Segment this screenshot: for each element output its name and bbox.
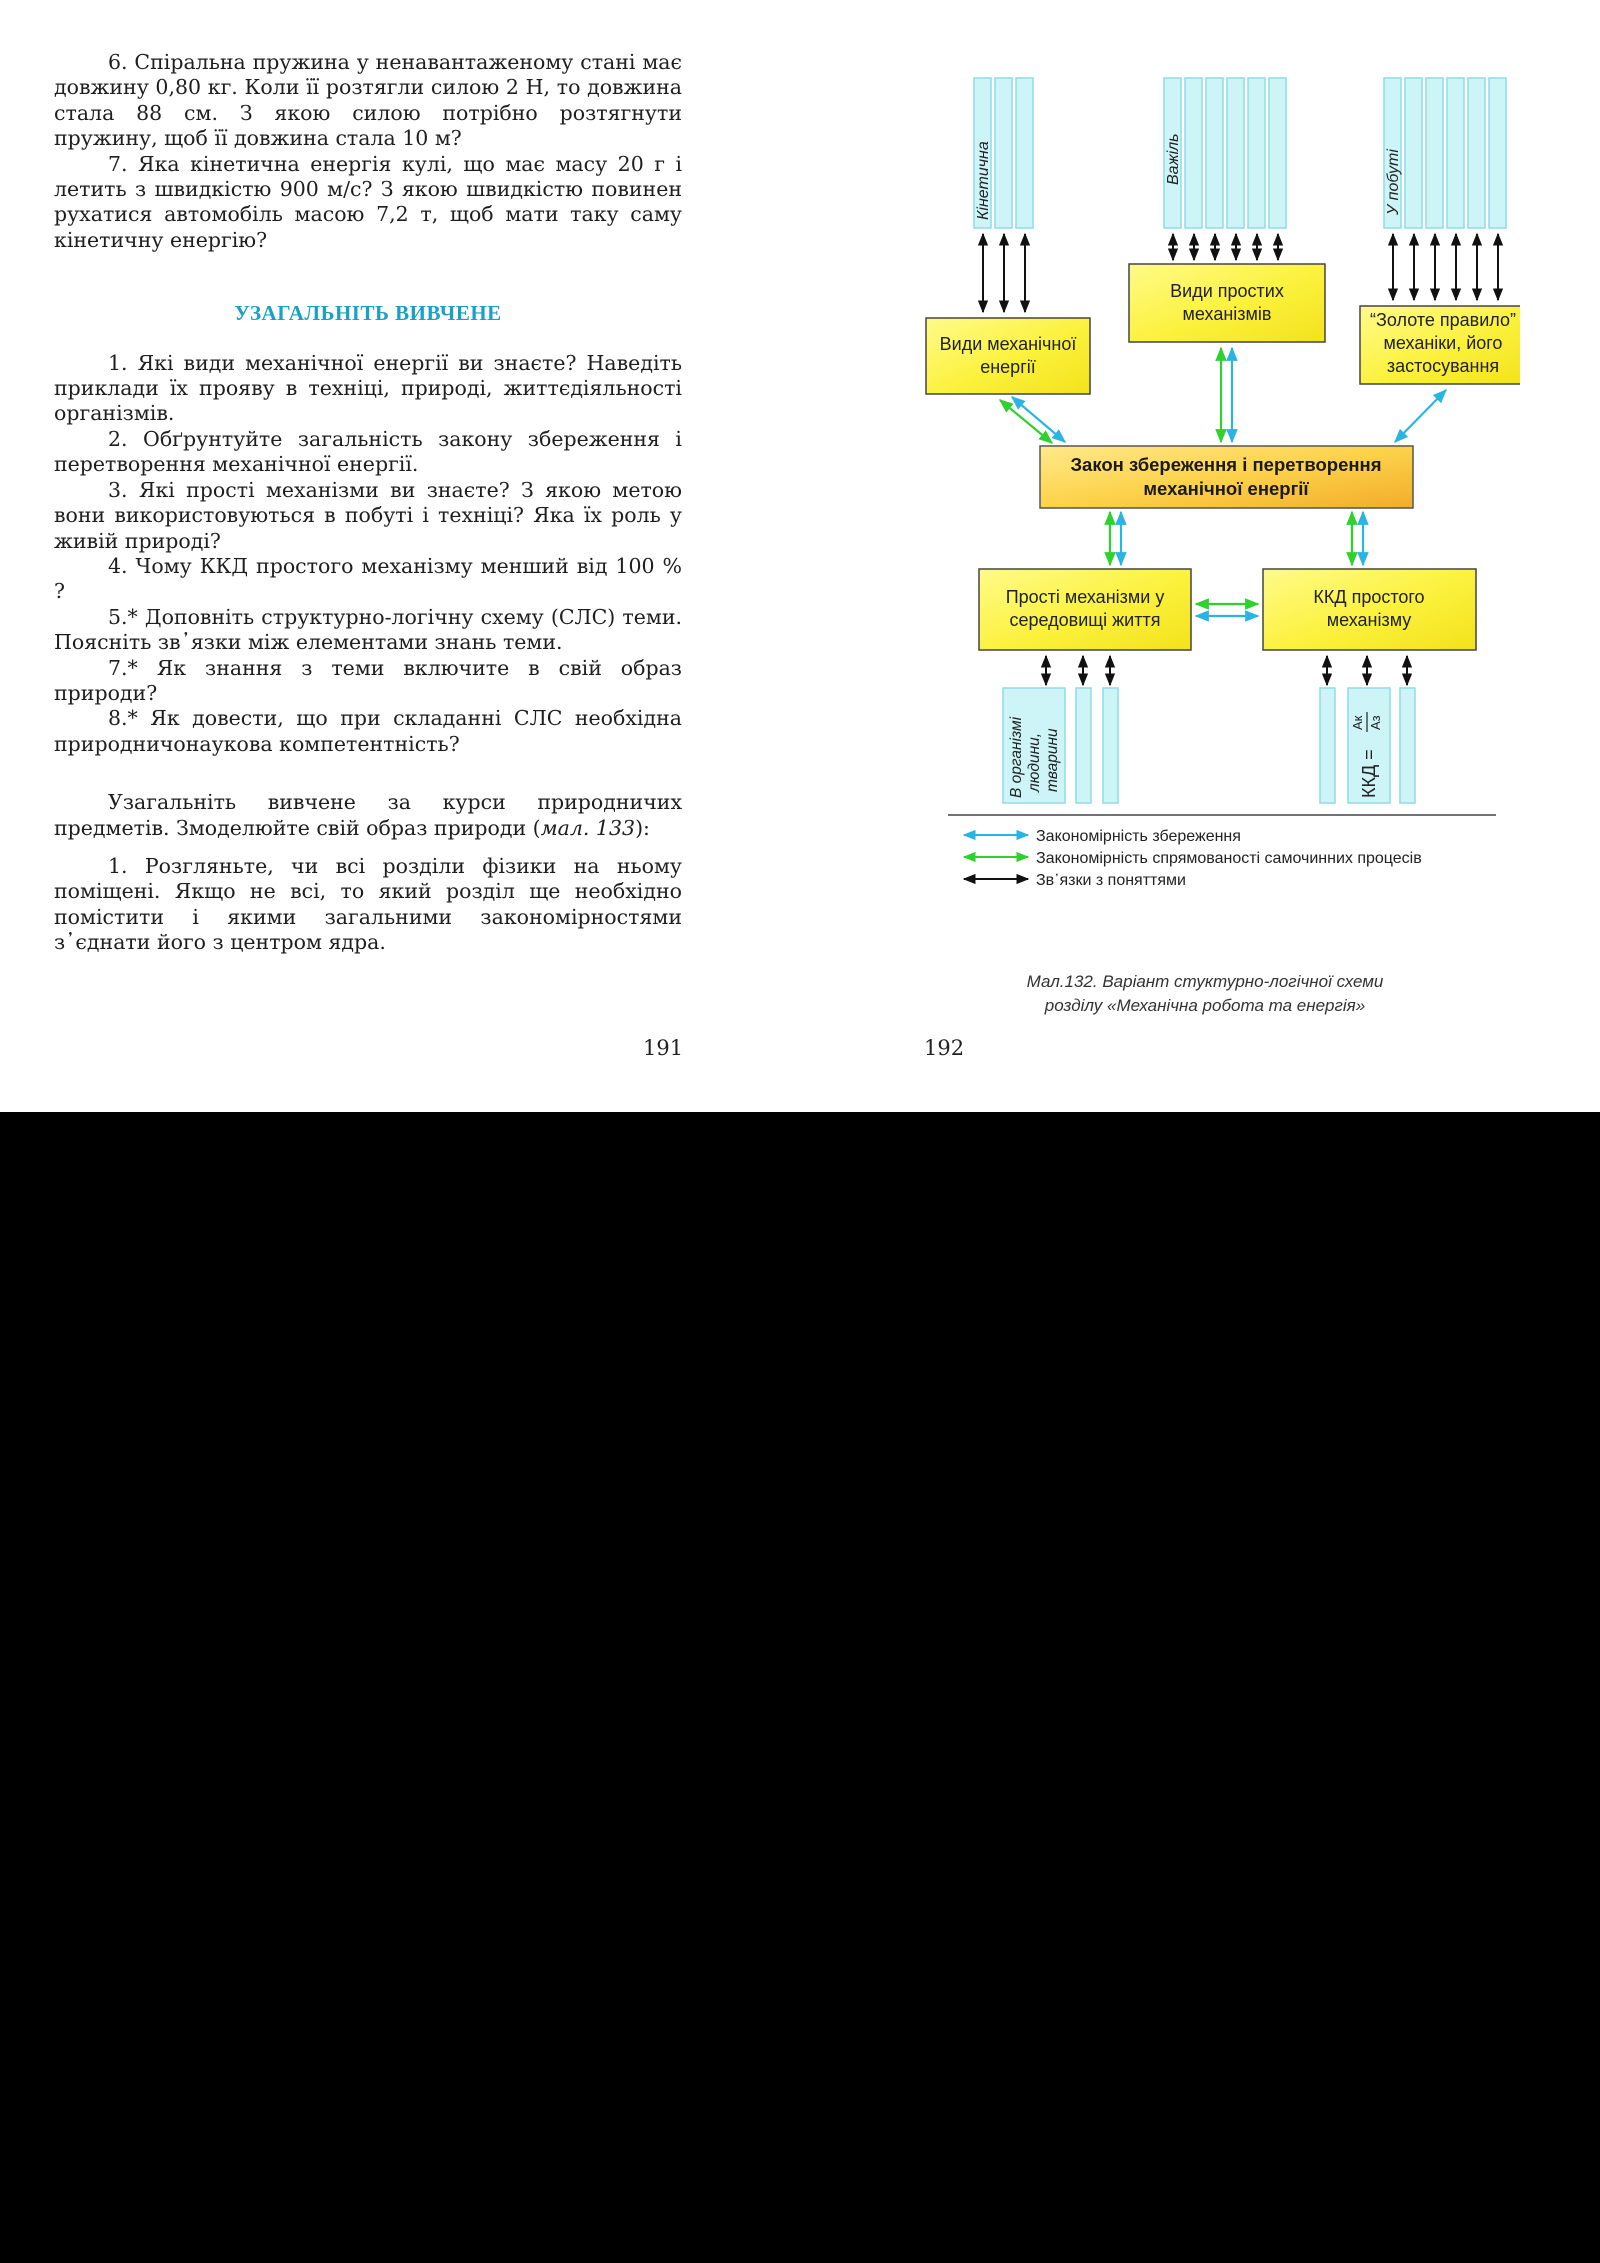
question-4: 4. Чому ККД простого механізму менший від 100 % ? [54,553,682,604]
summary-end: ): [635,815,650,840]
top-mid-strips [1164,78,1286,228]
page-number-left: 191 [643,1036,684,1060]
section-heading: УЗАГАЛЬНІТЬ ВИВЧЕНЕ [234,301,502,326]
box-energy-types [926,318,1090,394]
page-number-right: 192 [924,1036,965,1060]
formula-denominator: Аз [1368,715,1383,730]
box-golden-rule-line2: механіки, його [1383,333,1503,353]
formula-numerator: Ак [1350,715,1365,730]
box-mechanisms-in-life [979,569,1191,650]
question-8: 8.* Як довести, що при складанні СЛС необхідна природничонаукова компетентність? [54,706,682,756]
problem-6: 6. Спіральна пружина у ненавантаженому стані має довжину 0,80 кг. Коли її розтягли силою 2 Н, то довжина стала 88 см. З якою силою потрібно розтягнути пружину, щоб її довжина стала 10 м? [54,50,682,151]
box-energy-types-line1: Види механічної [939,334,1077,354]
caption-line-2: розділу «Механічна робота та енергія» [1044,996,1366,1015]
strip-label-organism-3: тварини [1044,728,1061,792]
box-golden-rule [1360,306,1520,384]
strip-label-organism-1: В організмі [1008,716,1025,798]
task-1: 1. Розгляньте, чи всі розділи фізики на ньому поміщені. Якщо не всі, то який розділ ще необхідно помістити і якими загальними закономірностями з᾽єднати його з центром ядра. [54,853,682,955]
summary-text: Узагальніть вивчене за курси природничих предметів. Змоделюйте свій образ природи ( [54,790,682,840]
box-mechanisms-life-line1: Прості механізми у [1005,587,1165,607]
box-efficiency-line1: ККД простого [1313,587,1425,607]
box-efficiency [1263,569,1476,650]
legend [964,828,1422,889]
book-spread [0,0,1600,1112]
box-golden-rule-line1: “Золоте правило” [1370,310,1516,330]
figure-reference: мал. 133 [540,815,636,840]
formula-lhs: ККД = [1359,749,1379,798]
question-5: 5.* Доповніть структурно-логічну схему (СЛС) теми. Поясніть зв᾽язки між елементами знань теми. [54,604,682,655]
strip-label-kinetic: Кінетична [975,141,992,220]
box-law-line1: Закон збереження і перетворення [1070,454,1382,475]
box-simple-mechanisms-line1: Види простих [1170,281,1284,301]
box-conservation-law [1040,446,1413,508]
strip-label-lever: Важіль [1165,133,1182,185]
box-law-line2: механічної енергії [1143,478,1309,499]
box-efficiency-line2: механізму [1326,610,1412,630]
question-7: 7.* Як знання з теми включите в свій образ природи? [54,655,682,705]
question-1: 1. Які види механічної енергії ви знаєте? Наведіть приклади їх прояву в техніці, природі, життєдіяльності організмів. [54,350,682,426]
strip-label-household: У побуті [1385,149,1402,215]
legend-concepts: Зв᾽язки з поняттями [1036,872,1186,889]
figure-caption [1005,970,1405,1018]
top-left-strips [974,78,1033,228]
concept-arrows-bottom [1046,656,1407,685]
question-2: 2. Обґрунтуйте загальність закону збереження і перетворення механічної енергії. [54,426,682,477]
problem-7: 7. Яка кінетична енергія кулі, що має масу 20 г і летить з швидкістю 900 м/с? З якою швидкістю повинен рухатися автомобіль масою 7,2 т, щоб мати таку саму кінетичну енергію? [54,151,682,252]
top-right-strips [1384,78,1506,228]
legend-conservation: Закономірність збереження [1036,828,1241,845]
bottom-right-strips [1320,688,1415,803]
box-simple-mechanisms-line2: механізмів [1182,304,1272,324]
box-mechanisms-life-line2: середовищі життя [1009,610,1161,630]
legend-direction: Закономірність спрямованості самочинних процесів [1036,850,1422,867]
question-3: 3. Які прості механізми ви знаєте? З якою метою вони використовуються в побуті і техніці? Яка їх роль у живій природі? [54,477,682,553]
box-energy-types-line2: енергії [980,357,1036,377]
summary-paragraph [54,790,682,841]
strip-label-organism-2: людини, [1026,732,1043,792]
box-simple-mechanisms [1129,264,1325,342]
caption-line-1: Мал.132. Варіант стуктурно-логічної схеми [1026,972,1384,991]
box-golden-rule-line3: застосування [1386,356,1500,376]
bottom-left-strips [1003,688,1118,803]
structure-diagram [900,50,1520,900]
left-page-text [54,50,682,956]
